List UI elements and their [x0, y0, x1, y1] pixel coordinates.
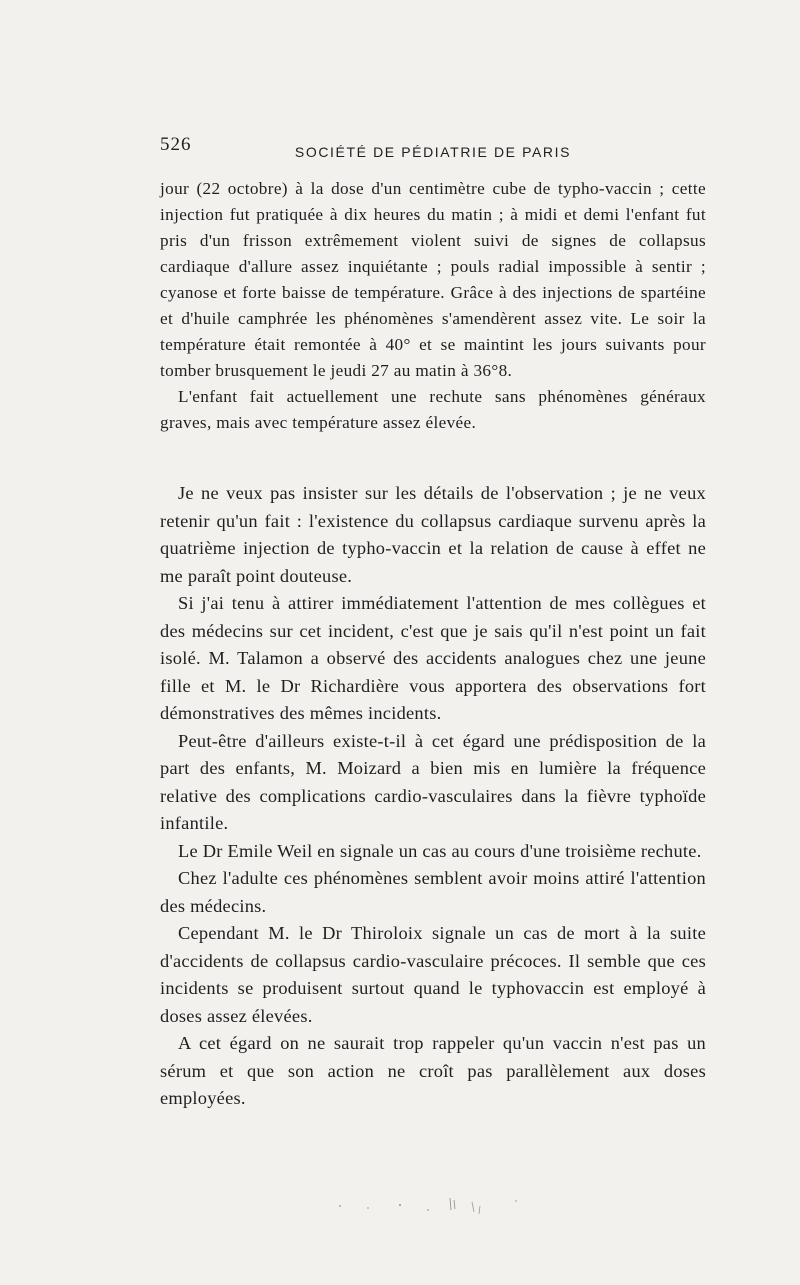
paragraph-case-continuation: jour (22 octobre) à la dose d'un centimètre cube de typho-vaccin ; cette injection fut pratiquée à dix heures du matin ; à midi et demi l'enfant fut pris d'un frisson extrêmement violent suivi de signes de collapsus cardiaque d'allure assez inquiétante ; pouls radial impossible à sentir ; cyanose et forte baisse de température. Grâce à des injections de spartéine et d'huile camphrée les phénomènes s'amendèrent assez vite. Le soir la température était remontée à 40° et se maintint les jours suivants pour tomber brusquement le jeudi 27 au matin à 36°8.: [160, 179, 706, 380]
paper-specks: [320, 1192, 540, 1222]
paragraph-weil: Le Dr Emile Weil en signale un cas au cours d'une troisième rechute.: [178, 840, 702, 861]
paragraph-thiroloix: Cependant M. le Dr Thiroloix signale un cas de mort à la suite d'accidents de collapsus cardio-vasculaire précoces. Il semble que ces incidents se produisent surtout quand le typhovaccin est employé à doses assez élevées.: [160, 923, 706, 1026]
discussion-section: [160, 480, 706, 1113]
paragraph-not-isolated: Si j'ai tenu à attirer immédiatement l'attention de mes collègues et des médecins sur cet incident, c'est que je sais qu'il n'est point un fait isolé. M. Talamon a observé des accidents analogues chez une jeune fille et M. le Dr Richardière vous apportera des observations fort démonstratives des mêmes incidents.: [160, 593, 706, 723]
paragraph-conclusion: A cet égard on ne saurait trop rappeler qu'un vaccin n'est pas un sérum et que son action ne croît pas parallèlement aux doses employées.: [160, 1033, 706, 1108]
page-header: [160, 134, 706, 160]
running-title: SOCIÉTÉ DE PÉDIATRIE DE PARIS: [294, 144, 572, 160]
paragraph-predisposition: Peut-être d'ailleurs existe-t-il à cet égard une prédisposition de la part des enfants, M. Moizard a bien mis en lumière la fréquence relative des complications cardio-vasculaires dans la fièvre typhoïde infantile.: [160, 730, 706, 833]
paragraph-relapse: L'enfant fait actuellement une rechute sans phénomènes généraux graves, mais avec température assez élevée.: [160, 387, 706, 432]
paragraph-observation: Je ne veux pas insister sur les détails de l'observation ; je ne veux retenir qu'un fait : l'existence du collapsus cardiaque survenu après la quatrième injection de typho-vaccin et la relation de cause à effet ne me paraît point douteuse.: [160, 483, 706, 586]
paragraph-adult: Chez l'adulte ces phénomènes semblent avoir moins attiré l'attention des médecins.: [160, 868, 706, 916]
page-number: 526: [160, 134, 192, 155]
case-report-section: [160, 176, 706, 436]
